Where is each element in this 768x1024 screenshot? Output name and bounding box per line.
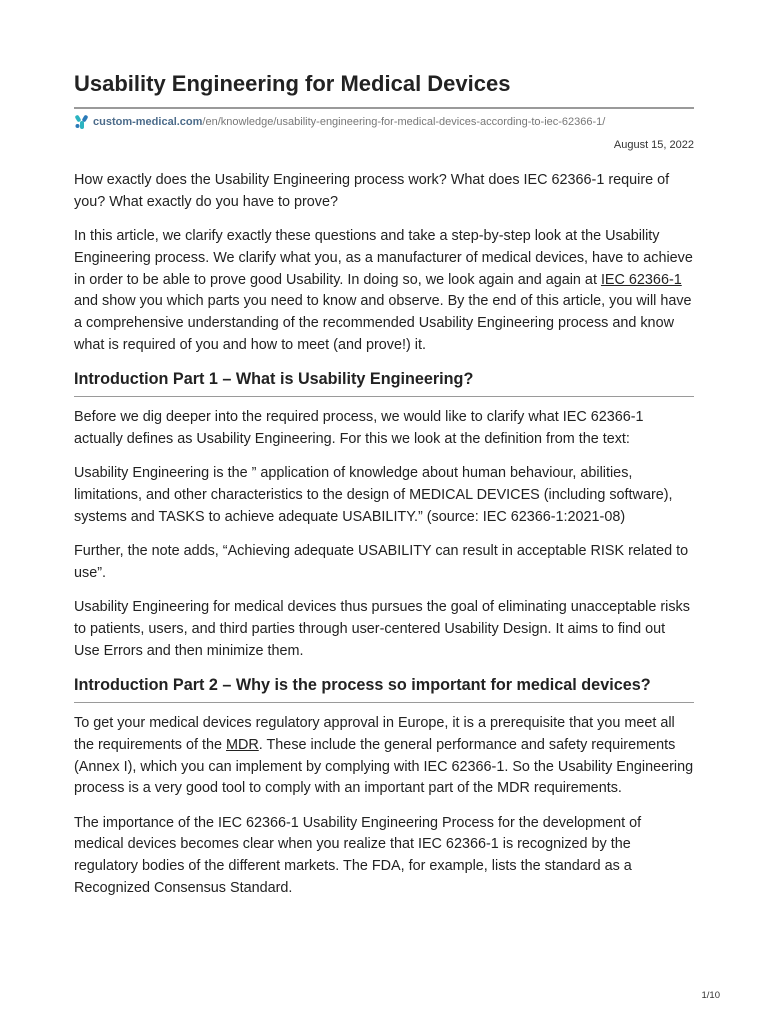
paragraph: In this article, we clarify exactly these questions and take a step-by-step look at the Usability Engineering process. We clarify what you, as a manufacturer of medical devices, have to achieve in order to be able to prove good Usability. In doing so, we look again and again at IEC 62366-1 and show you which parts you need to know and observe. By the end of this article, you will have a comprehensive understanding of the recommended Usability Engineering process and know what is required of you and how to meet (and prove!) it. xyxy=(74,228,693,354)
source-url[interactable] xyxy=(74,114,605,130)
source-path: /en/knowledge/usability-engineering-for-medical-devices-according-to-iec-62366-1/ xyxy=(202,116,606,128)
mdr-link[interactable]: MDR xyxy=(226,736,259,753)
iec-62366-1-link[interactable]: IEC 62366-1 xyxy=(600,271,682,288)
paragraph: Further, the note adds, “Achieving adequate USABILITY can result in acceptable RISK related to use”. xyxy=(74,543,689,581)
paragraph: How exactly does the Usability Engineering process work? What does IEC 62366-1 require of you? What exactly do you have to prove? xyxy=(74,172,670,210)
title-divider xyxy=(74,107,694,109)
publish-date: August 15, 2022 xyxy=(613,139,694,151)
paragraph: Usability Engineering for medical devices thus pursues the goal of eliminating unacceptable risks to patients, users, and third parties through user-centered Usability Design. It aims to find out Use Errors and then minimize them. xyxy=(74,599,690,659)
page-number: 1/10 xyxy=(701,990,720,1001)
paragraph: The importance of the IEC 62366-1 Usability Engineering Process for the development of medical devices becomes clear when you realize that IEC 62366-1 is recognized by the regulatory bodies of the different markets. The FDA, for example, lists the standard as a Recognized Consensus Standard. xyxy=(74,814,642,897)
article-body xyxy=(74,170,694,912)
page-title: Usability Engineering for Medical Devices xyxy=(74,71,511,96)
paragraph: To get your medical devices regulatory approval in Europe, it is a prerequisite that you meet all the requirements of the MDR. These include the general performance and safety requirements (Annex I), which you can implement by complying with IEC 62366-1. So the Usability Engineering process is a very good tool to comply with an important part of the MDR requirements. xyxy=(74,714,694,797)
section-heading: Introduction Part 2 – Why is the process so important for medical devices? xyxy=(74,675,694,703)
section-heading: Introduction Part 1 – What is Usability Engineering? xyxy=(74,369,694,397)
paragraph: Before we dig deeper into the required process, we would like to clarify what IEC 62366-1 actually defines as Usability Engineering. For this we look at the definition from the text: xyxy=(74,409,644,447)
source-domain: custom-medical.com xyxy=(93,116,203,128)
site-logo-icon xyxy=(74,114,90,130)
paragraph: Usability Engineering is the ” application of knowledge about human behaviour, abilities, limitations, and other characteristics to the design of MEDICAL DEVICES (including software), systems and TASKS to achieve adequate USABILITY.” (source: IEC 62366-1:2021-08) xyxy=(74,465,673,525)
